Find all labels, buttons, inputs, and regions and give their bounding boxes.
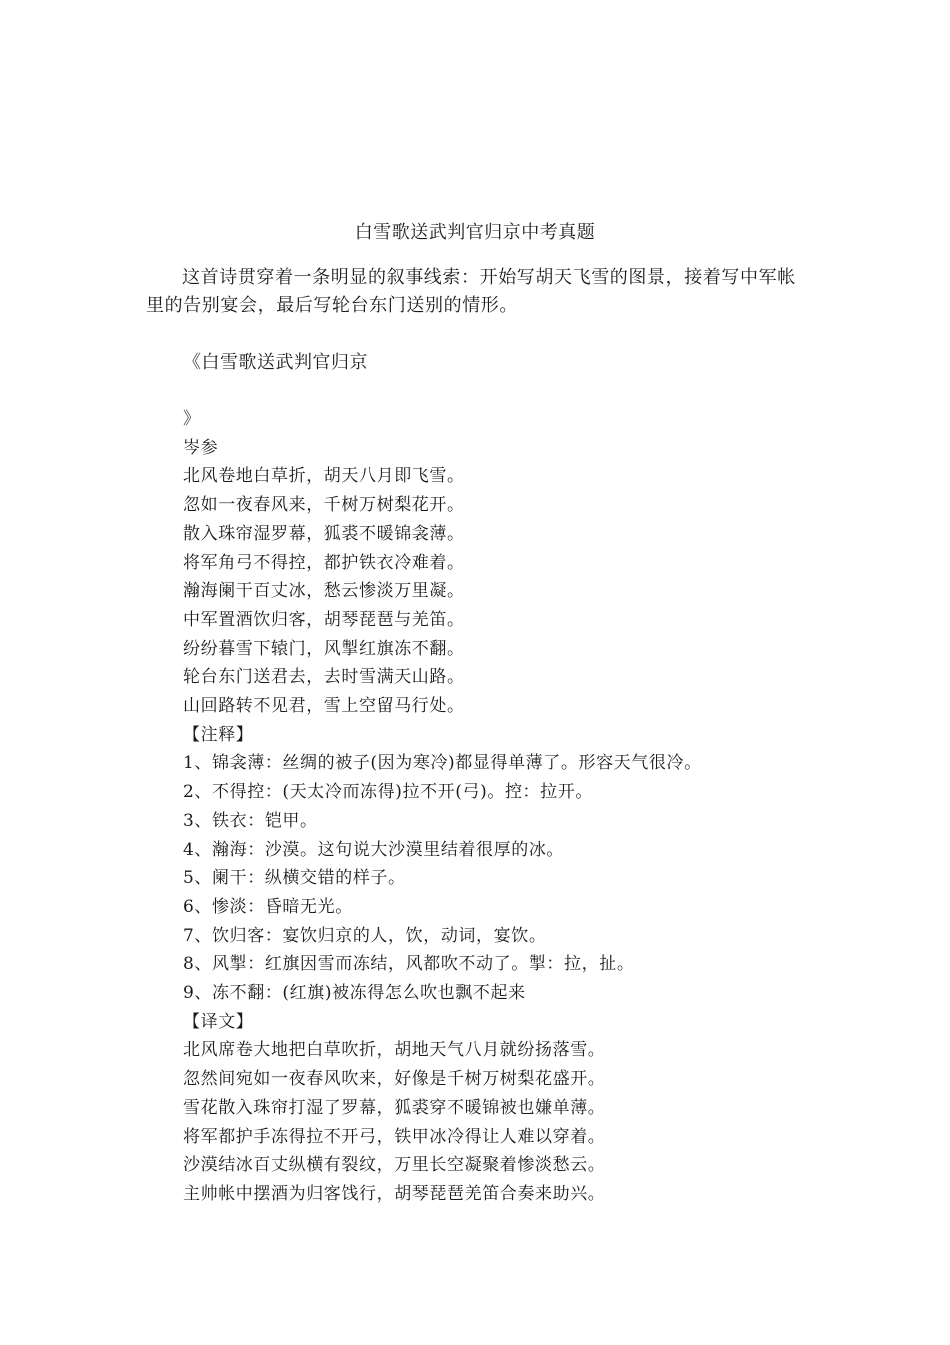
poem-body: [183, 405, 823, 1209]
note-item: 6、惨淡：昏暗无光。: [183, 896, 353, 917]
poem-line: 北风卷地白草折，胡天八月即飞雪。: [183, 466, 465, 487]
note-item: 8、风掣：红旗因雪而冻结，风都吹不动了。掣：拉，扯。: [183, 954, 635, 975]
poem-line: 将军角弓不得控，都护铁衣冷难着。: [183, 552, 465, 573]
note-item: 4、瀚海：沙漠。这句说大沙漠里结着很厚的冰。: [183, 839, 565, 860]
translation-line: 雪花散入珠帘打湿了罗幕，狐裘穿不暖锦被也嫌单薄。: [183, 1097, 606, 1118]
poem-title-close: 》: [183, 409, 201, 429]
poem-line: 纷纷暮雪下辕门，风掣红旗冻不翻。: [183, 638, 465, 659]
poem-line: 忽如一夜春风来，千树万树梨花开。: [183, 495, 465, 516]
poem-line: 中军置酒饮归客，胡琴琵琶与羌笛。: [183, 609, 465, 630]
translation-line: 沙漠结冰百丈纵横有裂纹，万里长空凝聚着惨淡愁云。: [183, 1155, 606, 1176]
translation-line: 将军都护手冻得拉不开弓，铁甲冰冷得让人难以穿着。: [183, 1126, 606, 1147]
poem-line: 轮台东门送君去，去时雪满天山路。: [183, 667, 465, 688]
translation-line: 主帅帐中摆酒为归客饯行，胡琴琵琶羌笛合奏来助兴。: [183, 1183, 606, 1204]
note-item: 1、锦衾薄：丝绸的被子(因为寒冷)都显得单薄了。形容天气很冷。: [183, 753, 702, 774]
note-item: 5、阑干：纵横交错的样子。: [183, 868, 406, 889]
note-item: 3、铁衣：铠甲。: [183, 810, 318, 831]
translation-heading: 【译文】: [183, 1011, 254, 1032]
poem-line: 山回路转不见君，雪上空留马行处。: [183, 696, 465, 717]
translation-line: 北风席卷大地把白草吹折，胡地天气八月就纷扬落雪。: [183, 1040, 606, 1061]
note-item: 9、冻不翻：(红旗)被冻得怎么吹也飘不起来: [183, 983, 526, 1004]
document-title: 白雪歌送武判官归京中考真题: [354, 222, 596, 243]
poem-author: 岑参: [183, 437, 219, 458]
poem-line: 散入珠帘湿罗幕，狐裘不暖锦衾薄。: [183, 523, 465, 544]
note-item: 7、饮归客：宴饮归京的人，饮，动词，宴饮。: [183, 925, 547, 946]
notes-heading: 【注释】: [183, 724, 254, 745]
translation-line: 忽然间宛如一夜春风吹来，好像是千树万树梨花盛开。: [183, 1069, 606, 1090]
intro-paragraph: 这首诗贯穿着一条明显的叙事线索：开始写胡天飞雪的图景，接着写中军帐里的告别宴会，最后写轮台东门送别的情形。: [146, 267, 796, 316]
poem-title: 《白雪歌送武判官归京: [183, 352, 368, 373]
poem-line: 瀚海阑干百丈冰，愁云惨淡万里凝。: [183, 581, 465, 602]
note-item: 2、不得控：(天太冷而冻得)拉不开(弓)。控：拉开。: [183, 782, 593, 803]
